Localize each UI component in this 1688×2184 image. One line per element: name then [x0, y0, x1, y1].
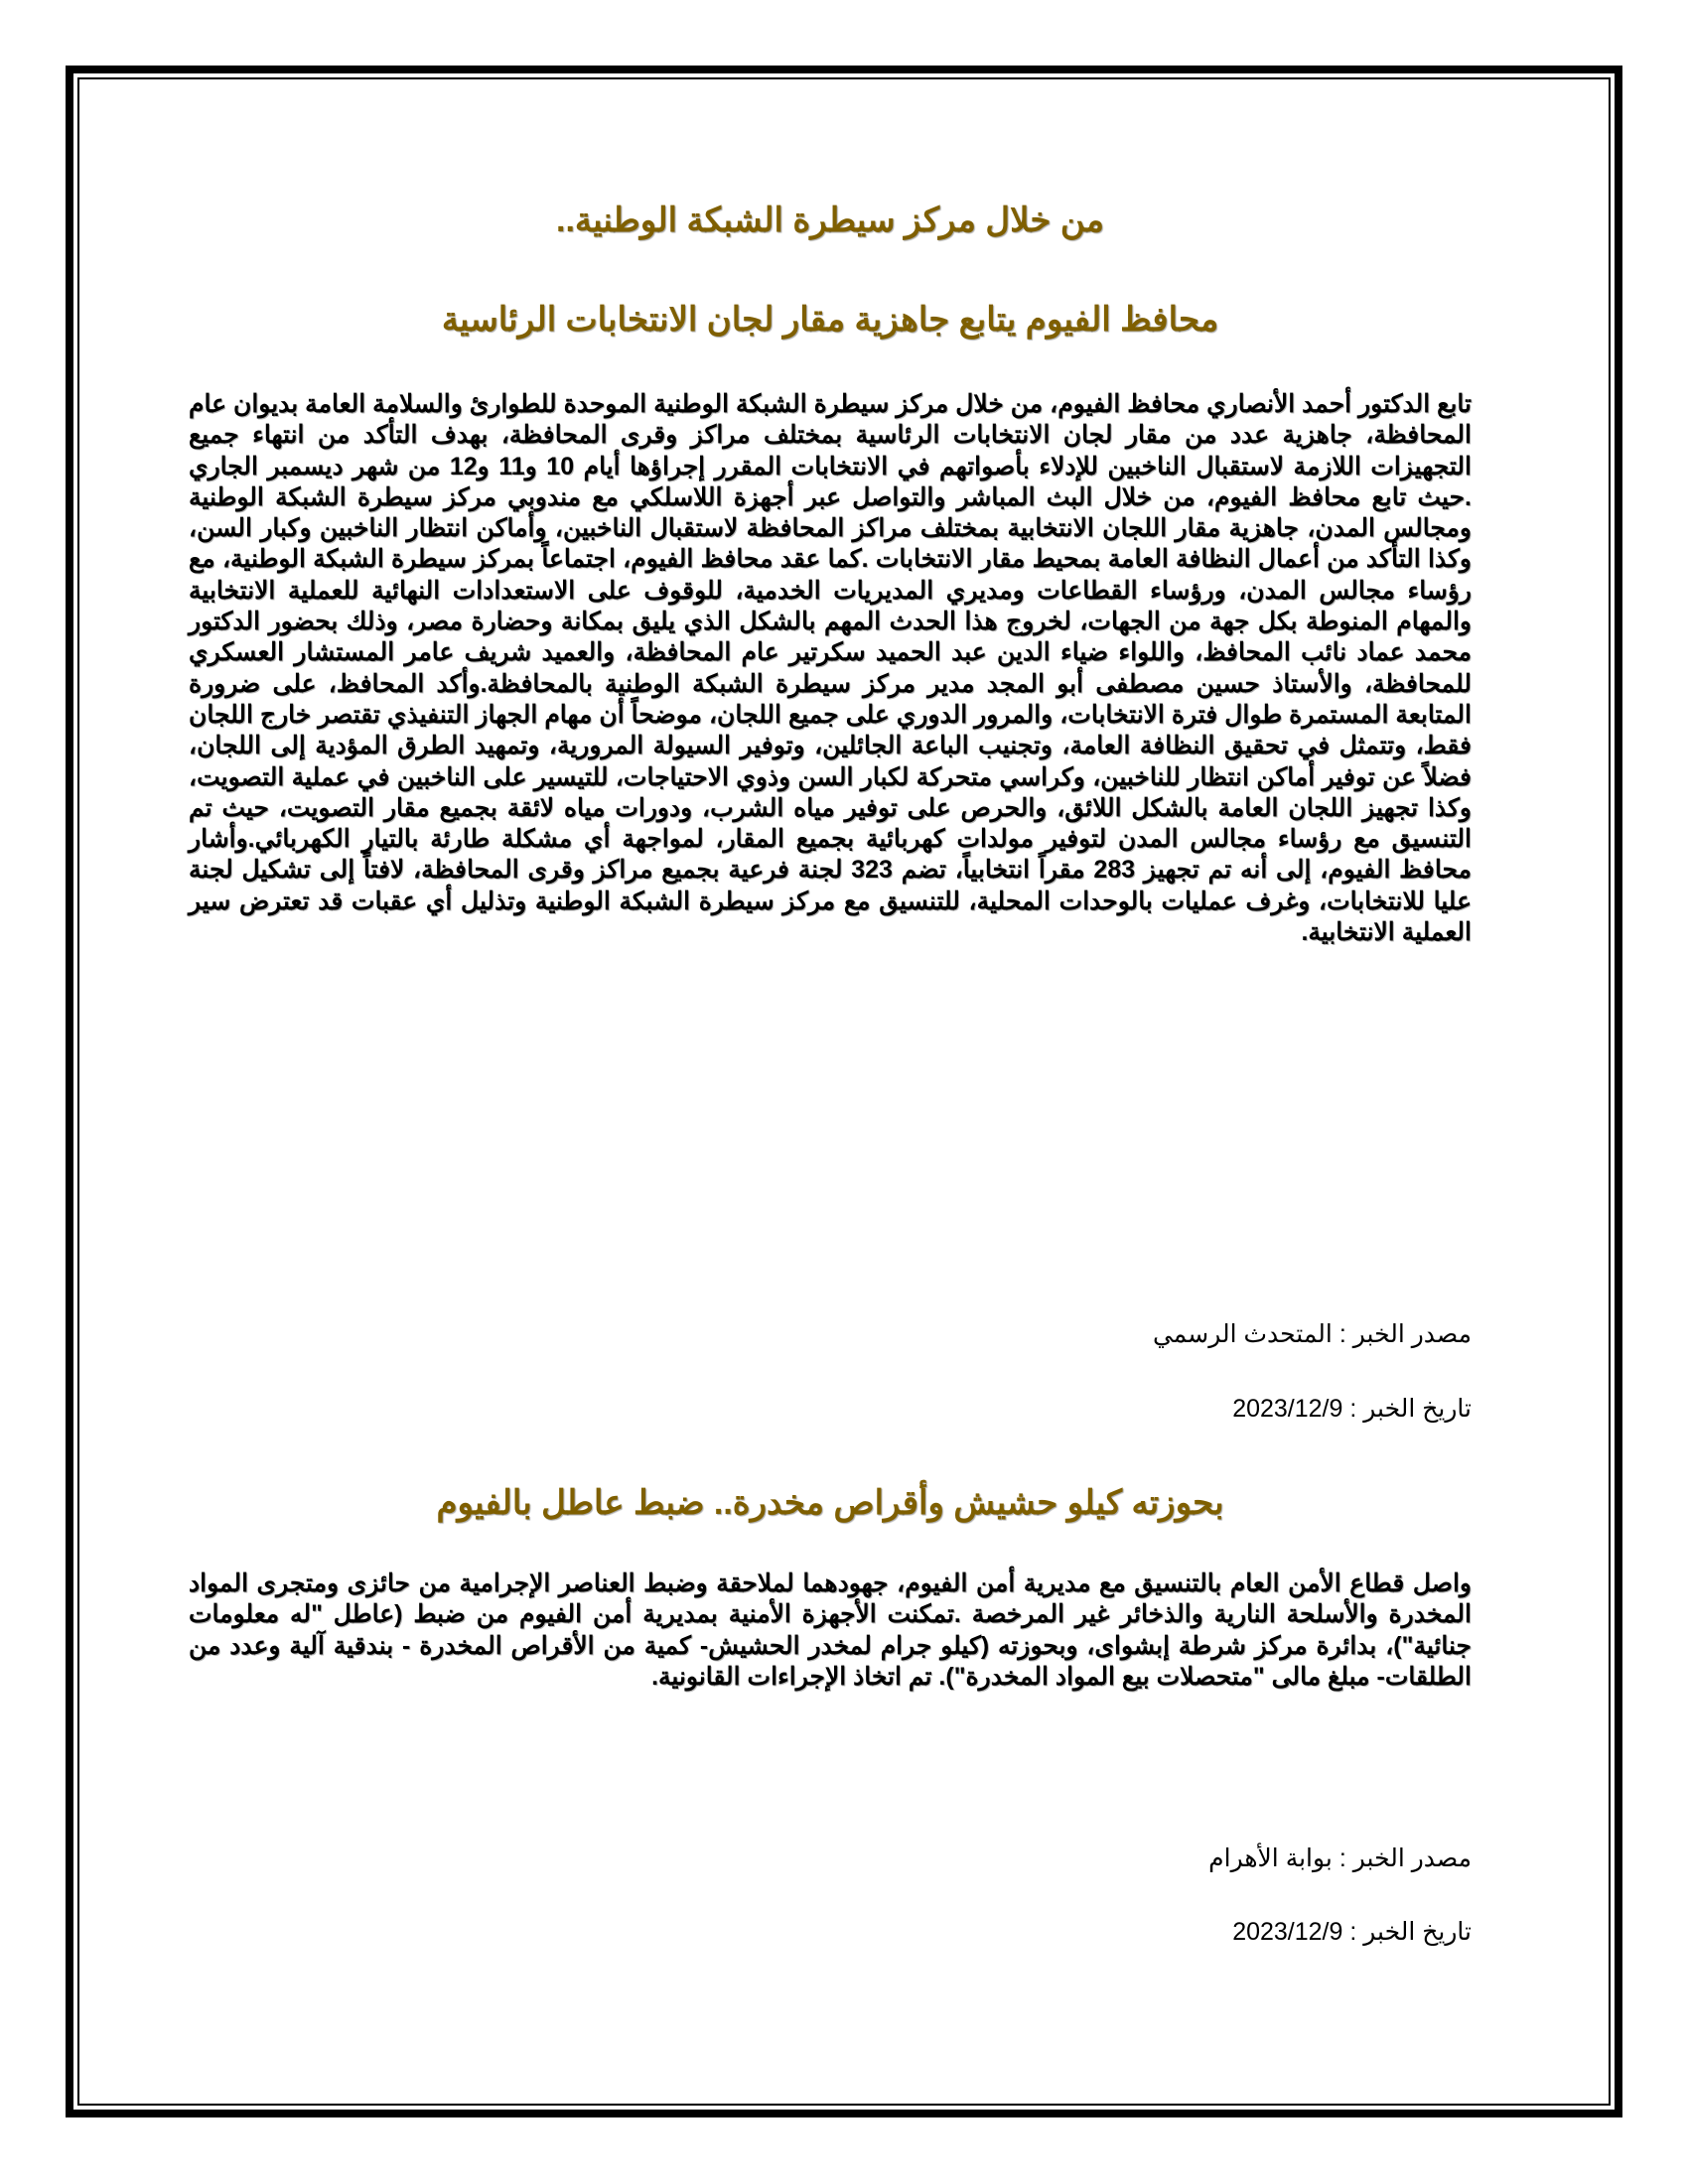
date-label: تاريخ الخبر [1363, 1395, 1472, 1423]
date-value: 2023/12/9 [1232, 1918, 1343, 1946]
source-value: بوابة الأهرام [1208, 1844, 1333, 1872]
source-label: مصدر الخبر [1352, 1320, 1472, 1348]
meta-separator: : [1349, 1918, 1357, 1946]
date-label: تاريخ الخبر [1363, 1918, 1472, 1946]
meta-separator: : [1349, 1395, 1357, 1423]
meta-separator: : [1338, 1844, 1346, 1872]
article-1-kicker: من خلال مركز سيطرة الشبكة الوطنية.. [556, 202, 1104, 239]
article-1-source [1153, 1318, 1472, 1350]
article-1-body: تابع الدكتور أحمد الأنصاري محافظ الفيوم، من خلال مركز سيطرة الشبكة الوطنية الموحدة للطوارئ والسلامة العامة بديوان عام المحافظة، جاهزية عدد من مقار لجان الانتخابات الرئاسية بمختلف مراكز وقرى المحافظة، بهدف التأكد من انتهاء جميع التجهيزات اللازمة لاستقبال الناخبين للإدلاء بأصواتهم في الانتخابات المقرر إجراؤها أيام 10 و11 و12 من شهر ديسمبر الجاري .حيث تابع محافظ الفيوم، من خلال البث المباشر والتواصل عبر أجهزة اللاسلكي مع مندوبي مركز سيطرة الشبكة الوطنية ومجالس المدن، جاهزية مقار اللجان الانتخابية بمختلف مراكز المحافظة لاستقبال الناخبين، وأماكن انتظار الناخبين وكبار السن، وكذا التأكد من أعمال النظافة العامة بمحيط مقار الانتخابات .كما عقد محافظ الفيوم، اجتماعاً بمركز سيطرة الشبكة الوطنية، مع رؤساء مجالس المدن، ورؤساء القطاعات ومديري المديريات الخدمية، للوقوف على الاستعدادات النهائية للعملية الانتخابية والمهام المنوطة بكل جهة من الجهات، لخروج هذا الحدث المهم بالشكل الذي يليق بمكانة وحضارة مصر، وذلك بحضور الدكتور محمد عماد نائب المحافظ، واللواء ضياء الدين عبد الحميد سكرتير عام المحافظة، والعميد شريف عامر المستشار العسكري للمحافظة، والأستاذ حسين مصطفى أبو المجد مدير مركز سيطرة الشبكة الوطنية بالمحافظة.وأكد المحافظ، على ضرورة المتابعة المستمرة طوال فترة الانتخابات، والمرور الدوري على جميع اللجان، موضحاً أن مهام الجهاز التنفيذي تقتصر خارج اللجان فقط، وتتمثل في تحقيق النظافة العامة، وتجنيب الباعة الجائلين، وتوفير السيولة المرورية، وتمهيد الطرق المؤدية إلى اللجان، فضلاً عن توفير أماكن انتظار للناخبين، وكراسي متحركة لكبار السن وذوي الاحتياجات، للتيسير على الناخبين في عملية التصويت، وكذا تجهيز اللجان العامة بالشكل اللائق، والحرص على توفير مياه الشرب، ودورات مياه لائقة بجميع مقار التصويت، حيث تم التنسيق مع رؤساء مجالس المدن لتوفير مولدات كهربائية بجميع المقار، لمواجهة أي مشكلة طارئة بالتيار الكهربائي.وأشار محافظ الفيوم، إلى أنه تم تجهيز 283 مقراً انتخابياً، تضم 323 لجنة فرعية بجميع مراكز وقرى المحافظة، لافتاً إلى تشكيل لجنة عليا للانتخابات، وغرف عمليات بالوحدات المحلية، للتنسيق مع مركز سيطرة الشبكة الوطنية وتذليل أي عقبات قد تعترض سير العملية الانتخابية. [189, 390, 1472, 947]
article-2-headline: بحوزته كيلو حشيش وأقراص مخدرة.. ضبط عاطل بالفيوم [436, 1484, 1224, 1522]
date-value: 2023/12/9 [1232, 1395, 1343, 1423]
article-1-headline: محافظ الفيوم يتابع جاهزية مقار لجان الانتخابات الرئاسية [441, 301, 1219, 339]
source-value: المتحدث الرسمي [1152, 1320, 1333, 1348]
article-1-date [1232, 1393, 1472, 1425]
page-border-inner [77, 77, 1611, 2106]
article-2-body: واصل قطاع الأمن العام بالتنسيق مع مديرية أمن الفيوم، جهودهما لملاحقة وضبط العناصر الإجرامية من حائزى ومتجرى المواد المخدرة والأسلحة النارية والذخائر غير المرخصة .تمكنت الأجهزة الأمنية بمديرية أمن الفيوم من ضبط (عاطل "له معلومات جنائية")، بدائرة مركز شرطة إبشواى، وبحوزته (كيلو جرام لمخدر الحشيش- كمية من الأقراص المخدرة - بندقية آلية وعدد من الطلقات- مبلغ مالى "متحصلات بيع المواد المخدرة"). تم اتخاذ الإجراءات القانونية. [189, 1570, 1472, 1691]
meta-separator: : [1338, 1320, 1346, 1348]
article-2-date [1232, 1916, 1472, 1948]
source-label: مصدر الخبر [1352, 1844, 1472, 1872]
article-2-source [1208, 1843, 1472, 1874]
